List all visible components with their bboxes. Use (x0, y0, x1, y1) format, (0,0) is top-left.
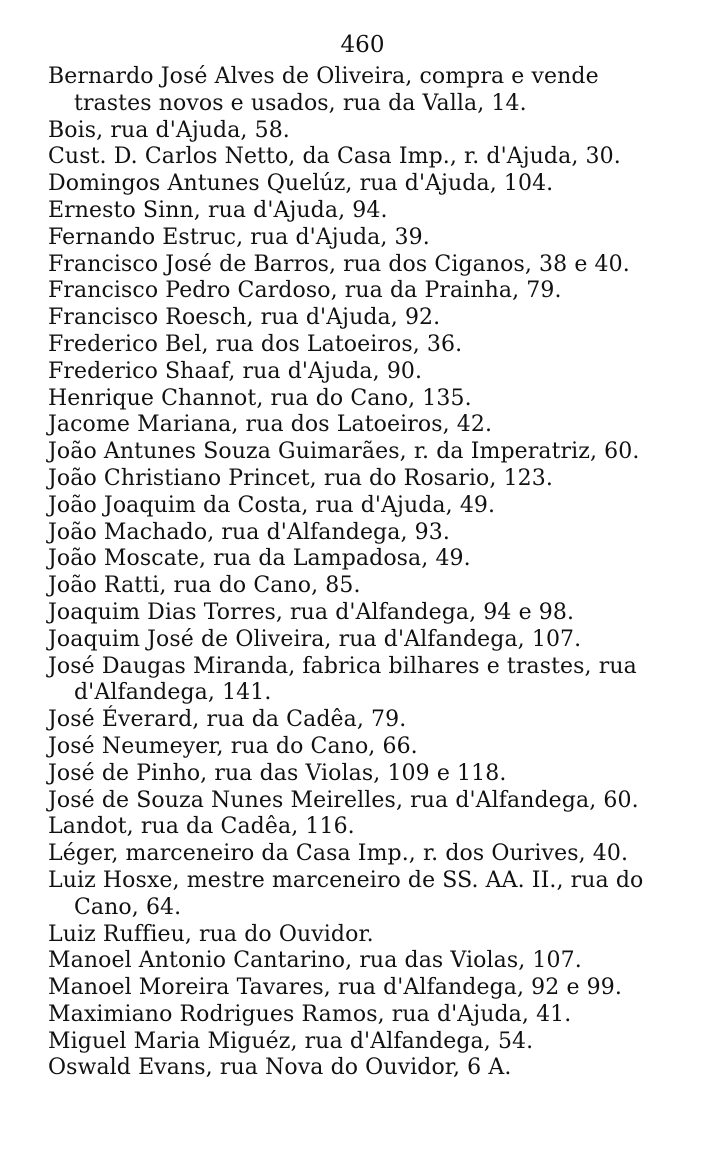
directory-entry: João Antunes Souza Guimarães, r. da Imperatriz, 60. (48, 439, 640, 465)
page-number: 460 (340, 32, 385, 58)
directory-entry: Manoel Moreira Tavares, rua d'Alfandega, 92 e 99. (48, 975, 622, 1001)
directory-entry: Luiz Ruffieu, rua do Ouvidor. (48, 921, 374, 947)
directory-entry: Joaquim Dias Torres, rua d'Alfandega, 94 e 98. (48, 599, 575, 625)
directory-entry: Jacome Mariana, rua dos Latoeiros, 42. (48, 412, 493, 438)
directory-entry: Bois, rua d'Ajuda, 58. (48, 117, 290, 143)
directory-entry: Joaquim José de Oliveira, rua d'Alfandega, 107. (48, 626, 582, 652)
directory-entry: Léger, marceneiro da Casa Imp., r. dos Ourives, 40. (48, 841, 629, 867)
directory-entry: Miguel Maria Miguéz, rua d'Alfandega, 54. (48, 1028, 534, 1054)
directory-entry: Manoel Antonio Cantarino, rua das Violas, 107. (48, 948, 582, 974)
directory-entry: José Éverard, rua da Cadêa, 79. (48, 707, 407, 733)
directory-entry: Fernando Estruc, rua d'Ajuda, 39. (48, 224, 430, 250)
directory-entry: Francisco Pedro Cardoso, rua da Prainha, 79. (48, 278, 562, 304)
directory-entry: José Daugas Miranda, fabrica bilhares e trastes, rua d'Alfandega, 141. (48, 653, 637, 706)
directory-entry: José Neumeyer, rua do Cano, 66. (48, 733, 418, 759)
directory-list (48, 64, 648, 1082)
directory-entry: Frederico Shaaf, rua d'Ajuda, 90. (48, 358, 423, 384)
directory-entry: Luiz Hosxe, mestre marceneiro de SS. AA. II., rua do Cano, 64. (48, 867, 644, 920)
directory-entry: Francisco José de Barros, rua dos Ciganos, 38 e 40. (48, 251, 630, 277)
directory-entry: Cust. D. Carlos Netto, da Casa Imp., r. d'Ajuda, 30. (48, 144, 621, 170)
directory-entry: João Joaquim da Costa, rua d'Ajuda, 49. (48, 492, 496, 518)
directory-entry: João Ratti, rua do Cano, 85. (48, 573, 361, 599)
directory-entry: Landot, rua da Cadêa, 116. (48, 814, 355, 840)
directory-entry: Frederico Bel, rua dos Latoeiros, 36. (48, 331, 463, 357)
directory-entry: João Machado, rua d'Alfandega, 93. (48, 519, 450, 545)
directory-entry: José de Pinho, rua das Violas, 109 e 118. (48, 760, 507, 786)
directory-entry: Domingos Antunes Quelúz, rua d'Ajuda, 104. (48, 171, 554, 197)
directory-entry: João Christiano Princet, rua do Rosario, 123. (48, 465, 553, 491)
directory-entry: Oswald Evans, rua Nova do Ouvidor, 6 A. (48, 1055, 512, 1081)
directory-entry: Bernardo José Alves de Oliveira, compra e vende trastes novos e usados, rua da Valla, 14. (48, 64, 599, 116)
directory-entry: José de Souza Nunes Meirelles, rua d'Alfandega, 60. (48, 787, 639, 813)
directory-entry: Maximiano Rodrigues Ramos, rua d'Ajuda, 41. (48, 1001, 572, 1027)
directory-entry: Ernesto Sinn, rua d'Ajuda, 94. (48, 197, 388, 223)
directory-entry: Francisco Roesch, rua d'Ajuda, 92. (48, 305, 441, 331)
directory-entry: Henrique Channot, rua do Cano, 135. (48, 385, 472, 411)
directory-entry: João Moscate, rua da Lampadosa, 49. (48, 546, 471, 572)
